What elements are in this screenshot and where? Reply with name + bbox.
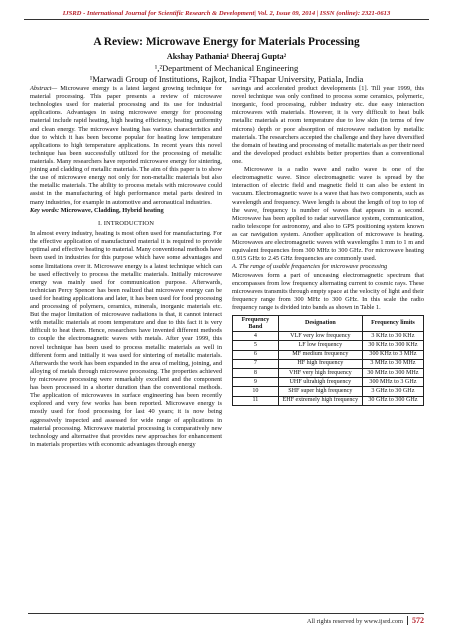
abstract bbox=[30, 85, 222, 207]
table-cell: 300 KHz to 3 MHz bbox=[362, 350, 423, 359]
frequency-subheading: A. The range of usable frequencies for microwave processing bbox=[232, 263, 388, 271]
journal-header: IJSRD - International Journal for Scientific Research & Development| Vol. 2, Issue 09, 2014 | ISSN (online): 2321-0613 bbox=[24, 10, 429, 20]
table-cell: 5 bbox=[233, 341, 279, 350]
table-cell: UHF ultrahigh frequency bbox=[278, 378, 362, 387]
frequency-table bbox=[232, 315, 424, 406]
table-cell: 3 GHz to 30 GHz bbox=[362, 387, 423, 396]
keywords-label: Key words: bbox=[30, 206, 60, 214]
right-column bbox=[232, 85, 424, 406]
table-row bbox=[233, 350, 424, 359]
table-cell: 30 MHz to 300 MHz bbox=[362, 369, 423, 378]
table-cell: MF medium frequency bbox=[278, 350, 362, 359]
left-column bbox=[30, 85, 222, 449]
page-footer bbox=[28, 613, 424, 625]
table-cell: 30 GHz to 300 GHz bbox=[362, 396, 423, 405]
table-cell: EHF extremely high frequency bbox=[278, 396, 362, 405]
table-cell: LF low frequency bbox=[278, 341, 362, 350]
table-header-limits: Frequency limits bbox=[362, 316, 423, 332]
table-cell: 4 bbox=[233, 332, 279, 341]
table-row bbox=[233, 378, 424, 387]
table-row bbox=[233, 387, 424, 396]
table-header-row bbox=[233, 316, 424, 332]
table-row bbox=[233, 341, 424, 350]
keywords bbox=[30, 207, 222, 215]
table-header-designation: Designation bbox=[278, 316, 362, 332]
table-row bbox=[233, 359, 424, 368]
table-cell: 3 KHz to 30 KHz bbox=[362, 332, 423, 341]
table-cell: 7 bbox=[233, 359, 279, 368]
affiliation-institutions: ¹Marwadi Group of Institutions, Rajkot, India ²Thapar University, Patiala, India bbox=[89, 74, 364, 84]
footer-rights: All rights reserved by www.ijsrd.com bbox=[306, 618, 403, 625]
frequency-paragraph: Microwaves form a part of unceasing electromagnetic spectrum that encompasses from low frequency alternating current to cosmic rays. These microwaves transmits through empty space at the velocity of light and their frequency range from 300 MHz to 300 GHz. In this scale the radio frequency range is divided into bands as shown in Table 1. bbox=[232, 271, 424, 311]
table-row bbox=[233, 369, 424, 378]
table-cell: 3 MHz to 30 MHz bbox=[362, 359, 423, 368]
table-cell: VHF very high frequency bbox=[278, 369, 362, 378]
abstract-text: Microwave energy is a latest largest growing technique for material processing. This paper presents a review of microwave technologies used for material processing and its use for industrial applications. Advantages in using microwave energy for processing material include rapid heating, high heating efficiency, heating uniformity and clean energy. The microwave heating has various characteristics and due to which it has been become popular for heating low temperature applications to high temperature applications. In recent years this novel technique has been successfully utilized for the processing of metallic materials. Many researchers have reported microwave energy for sintering, joining and cladding of metallic materials. The aim of this paper is to show the use of microwave energy not only for non-metallic materials but also the metallic materials. The ability to process metals with microwave could assist in the manufacturing of high performance metal parts desired in many industries, for example in automotive and aeronautical industries. bbox=[30, 85, 222, 206]
table-cell: 8 bbox=[233, 369, 279, 378]
table-cell: 11 bbox=[233, 396, 279, 405]
table-cell: VLF very low frequency bbox=[278, 332, 362, 341]
table-cell: 30 KHz to 300 KHz bbox=[362, 341, 423, 350]
page-number: 572 bbox=[407, 616, 424, 625]
introduction-text: In almost every industry, heating is most often used for manufacturing. For the effective application of manufactured material it is required to provide optimal and effective heating to material. Many conventional methods have been used in industries for this purpose which have some advantages and some limitations over it. Microwave energy is a latest technique which can be used effectively to process the metallic materials. Initially microwave energy was mainly used for communication purpose. Afterwards, technician Percy Spencer has been realized that microwave energy can be used for heating applications and later, it has been used for food processing and processing of polymers, ceramics, minerals, inorganic materials etc. But the major limitation of microwave radiations is that, it cannot interact with metallic materials at room temperature and due to this fact it is very difficult to heat them. Hence, researchers have invented different methods to couple the electromagnetic waves with metals. After year 1999, this novel technique has been used to process metallic materials as well in different form and initially it was used for sintering of metallic materials. Afterwards the work has been expanded in the area of melting, joining, and alloying of metals through microwave processing. The properties achieved by microwave processing were remarkably excellent and the component has been processed in a shorter duration than the conventional methods. The application of microwaves in surface engineering has been recently explored and very few works has been reported. Microwave energy is mostly used for food processing for last 40 years; it is now being aggressively inspected and assessed for wide range of applications in material processing. Microwave material processing is comparatively new technology and alternative that provides new approaches for enhancement in materials properties with economic advantages through energy bbox=[30, 230, 222, 448]
introduction-heading: I. INTRODUCTION bbox=[97, 219, 155, 227]
table-cell: SHF super high frequency bbox=[278, 387, 362, 396]
keywords-text: Microwave, Cladding, Hybrid heating bbox=[59, 206, 164, 214]
table-row bbox=[233, 332, 424, 341]
abstract-label: Abstract— bbox=[30, 85, 58, 92]
table-cell: 10 bbox=[233, 387, 279, 396]
affiliation-department: ¹,²Department of Mechanical Engineering bbox=[154, 63, 299, 73]
table-row bbox=[233, 396, 424, 405]
paper-title: A Review: Microwave Energy for Materials Processing bbox=[93, 36, 360, 48]
table-header-band: Frequency Band bbox=[233, 316, 279, 332]
table-cell: 300 MHz to 3 GHz bbox=[362, 378, 423, 387]
table-cell: 9 bbox=[233, 378, 279, 387]
authors: Akshay Pathania¹ Dheeraj Gupta² bbox=[166, 52, 287, 61]
intro-continuation: savings and accelerated product developments [1]. Till year 1999, this novel technique was only confined to process some ceramics, polymeric, inorganic, food processing, rubber industry etc. due easy interaction microwaves with materials. However, it is very difficult to heat bulk metallic materials at room temperature due to low skin (in terms of few microns) depth or poor absorption of microwave radiation by metallic materials. The researchers accepted the challenge and they have diversified the domain of heating and processing of metallic materials as per their need and the developed product exhibits better properties than a conventional one. bbox=[232, 85, 425, 165]
table-cell: 6 bbox=[233, 350, 279, 359]
microwave-paragraph: Microwave is a radio wave and radio wave is one of the electromagnetic wave. Since electromagnetic wave is spread by the interaction of electric field and magnetic field it can also be extent in vacuum. Electromagnetic wave is a wave that has two components, such as wavelength and frequency. Wave length is about the length of top to top of the wave, frequency is number of waves that appears in a second. Microwave has been applied to radar surveillance system, communication, radio telescope for astronomy, and also to GPS positioning system known as car navigation system. Another application of microwave is heating. Microwaves are electromagnetic waves with wavelengths 1 mm to 1 m and equivalent frequencies from 300 MHz to 300 GHz. For microwave heating 0.915 GHz to 2.45 GHz frequencies are commonly used. bbox=[232, 166, 424, 263]
table-cell: HF high frequency bbox=[278, 359, 362, 368]
